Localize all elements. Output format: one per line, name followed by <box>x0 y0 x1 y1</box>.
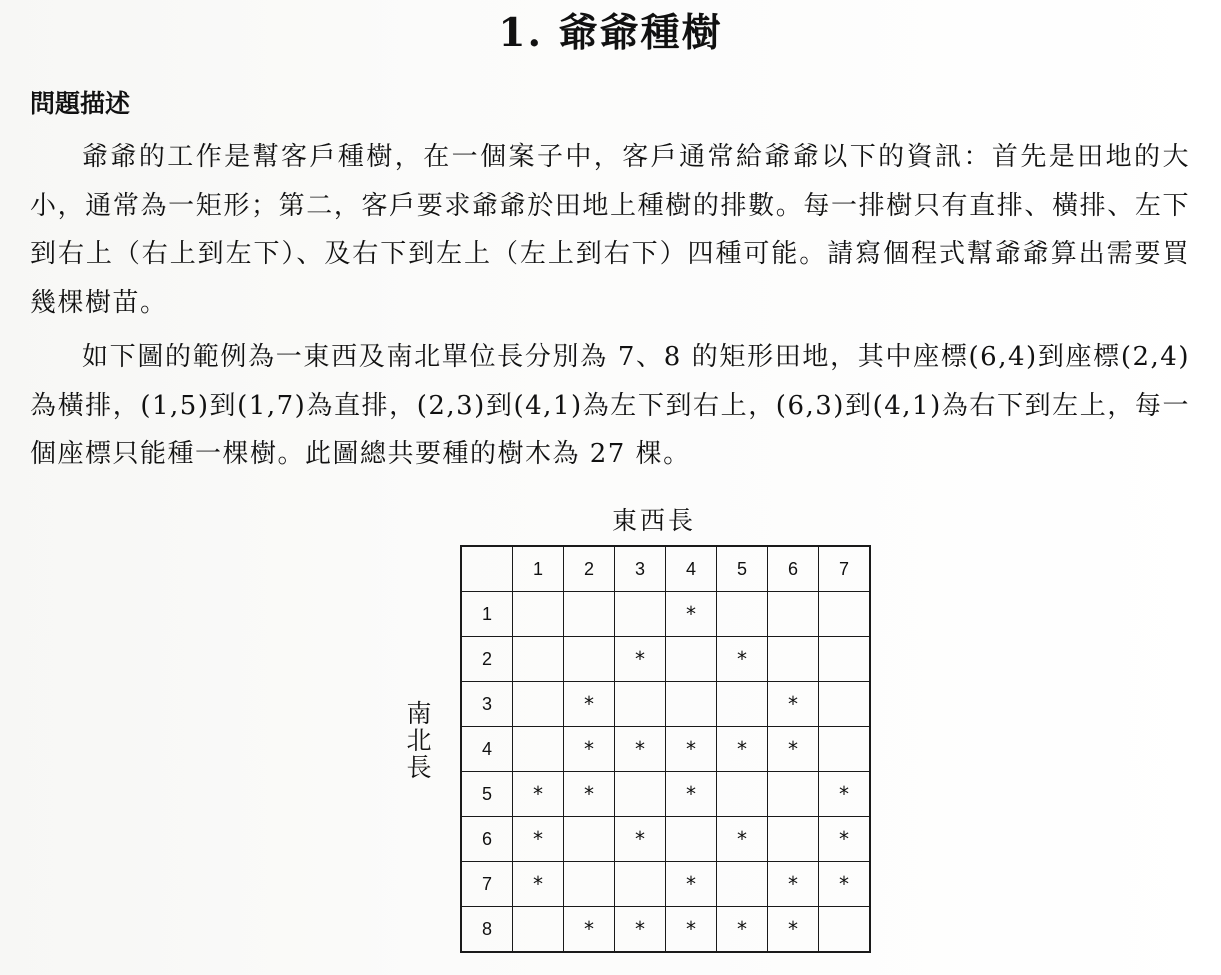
row-header-5: 5 <box>461 772 513 817</box>
empty-cell <box>564 862 615 907</box>
empty-cell <box>564 637 615 682</box>
tree-cell: * <box>768 727 819 772</box>
tree-cell: * <box>819 772 871 817</box>
tree-cell: * <box>615 907 666 953</box>
tree-cell: * <box>717 817 768 862</box>
tree-cell: * <box>615 727 666 772</box>
row-header-7: 7 <box>461 862 513 907</box>
tree-cell: * <box>564 682 615 727</box>
section-heading-problem-description: 問題描述 <box>30 89 131 118</box>
tree-cell: * <box>564 772 615 817</box>
empty-cell <box>666 637 717 682</box>
grid-row <box>461 682 870 727</box>
empty-cell <box>615 592 666 637</box>
row-header-4: 4 <box>461 727 513 772</box>
grid-header-row <box>461 546 870 592</box>
tree-cell: * <box>717 907 768 953</box>
tree-cell: * <box>666 727 717 772</box>
tree-cell: * <box>717 727 768 772</box>
grid-row <box>461 637 870 682</box>
empty-cell <box>513 727 564 772</box>
tree-cell: * <box>513 817 564 862</box>
tree-cell: * <box>564 907 615 953</box>
column-header-5: 5 <box>717 546 768 592</box>
column-header-2: 2 <box>564 546 615 592</box>
empty-cell <box>564 592 615 637</box>
empty-cell <box>717 592 768 637</box>
grid-row <box>461 592 870 637</box>
column-header-6: 6 <box>768 546 819 592</box>
grid-row <box>461 862 870 907</box>
empty-cell <box>819 907 871 953</box>
empty-cell <box>819 682 871 727</box>
empty-cell <box>717 772 768 817</box>
tree-cell: * <box>768 682 819 727</box>
row-header-1: 1 <box>461 592 513 637</box>
empty-cell <box>615 862 666 907</box>
column-header-4: 4 <box>666 546 717 592</box>
grid-row <box>461 727 870 772</box>
tree-cell: * <box>513 772 564 817</box>
description-paragraph-2: 如下圖的範例為一東西及南北單位長分別為 7、8 的矩形田地，其中座標(6,4)到座標(2,4)為橫排，(1,5)到(1,7)為直排，(2,3)到(4,1)為左下到右上，(6,3)到(4,1)為右下到左上，每一個座標只能種一棵樹。此圖總共要種的樹木為 27 棵。 <box>30 342 1190 469</box>
empty-cell <box>768 637 819 682</box>
empty-cell <box>513 592 564 637</box>
empty-cell <box>768 772 819 817</box>
field-grid <box>460 545 871 953</box>
north-south-length-label: 南北長 <box>403 700 432 781</box>
empty-cell <box>819 592 871 637</box>
tree-cell: * <box>768 907 819 953</box>
tree-cell: * <box>666 772 717 817</box>
tree-cell: * <box>513 862 564 907</box>
east-west-length-label: 東西長 <box>612 506 697 535</box>
empty-cell <box>666 682 717 727</box>
row-header-8: 8 <box>461 907 513 953</box>
grid-corner-cell <box>461 546 513 592</box>
empty-cell <box>513 637 564 682</box>
empty-cell <box>819 727 871 772</box>
tree-cell: * <box>615 817 666 862</box>
empty-cell <box>615 682 666 727</box>
tree-cell: * <box>768 862 819 907</box>
tree-cell: * <box>717 637 768 682</box>
empty-cell <box>819 637 871 682</box>
column-header-7: 7 <box>819 546 871 592</box>
row-header-3: 3 <box>461 682 513 727</box>
tree-cell: * <box>819 817 871 862</box>
empty-cell <box>717 682 768 727</box>
row-header-6: 6 <box>461 817 513 862</box>
grid-row <box>461 907 870 953</box>
tree-cell: * <box>666 907 717 953</box>
empty-cell <box>513 682 564 727</box>
tree-cell: * <box>819 862 871 907</box>
tree-cell: * <box>564 727 615 772</box>
empty-cell <box>513 907 564 953</box>
column-header-3: 3 <box>615 546 666 592</box>
problem-title: 1. 爺爺種樹 <box>498 10 723 56</box>
grid-row <box>461 817 870 862</box>
empty-cell <box>768 817 819 862</box>
description-paragraph-1: 爺爺的工作是幫客戶種樹，在一個案子中，客戶通常給爺爺以下的資訊：首先是田地的大小，通常為一矩形；第二，客戶要求爺爺於田地上種樹的排數。每一排樹只有直排、橫排、左下到右上（右上到左下）、及右下到左上（左上到右下）四種可能。請寫個程式幫爺爺算出需要買幾棵樹苗。 <box>30 142 1190 318</box>
empty-cell <box>564 817 615 862</box>
tree-cell: * <box>666 862 717 907</box>
column-header-1: 1 <box>513 546 564 592</box>
tree-cell: * <box>615 637 666 682</box>
empty-cell <box>717 862 768 907</box>
empty-cell <box>768 592 819 637</box>
empty-cell <box>666 817 717 862</box>
grid-row <box>461 772 870 817</box>
row-header-2: 2 <box>461 637 513 682</box>
empty-cell <box>615 772 666 817</box>
tree-cell: * <box>666 592 717 637</box>
